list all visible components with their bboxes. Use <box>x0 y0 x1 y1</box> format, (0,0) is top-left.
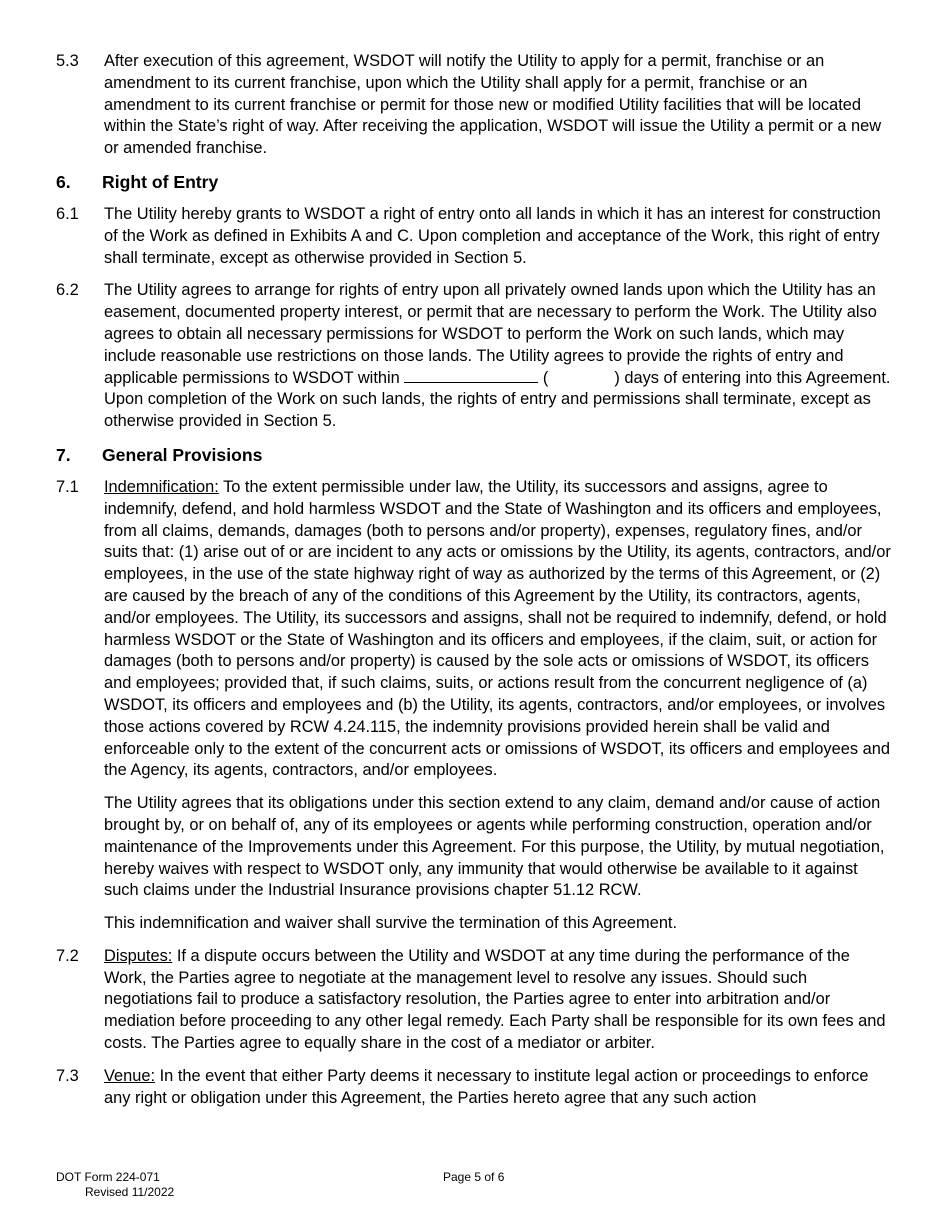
section-7-1-para-3: This indemnification and waiver shall survive the termination of this Agreement. <box>104 914 678 933</box>
section-7-1 <box>56 477 896 782</box>
revision-date: Revised 11/2022 <box>85 1185 175 1199</box>
section-text: If a dispute occurs between the Utility and WSDOT at any time during the performance of the Work, the Parties agree to negotiate at the management level to resolve any issues. Should such negotiations fail to produce a satisfactory resolution, the Parties agree to enter into arbitration and/or mediation before proceeding to any other legal remedy. Each Party shall be responsible for its own fees and costs. The Parties agree to equally share in the cost of a mediator or arbiter. <box>104 946 886 1053</box>
section-5-3 <box>56 51 896 160</box>
document-body <box>56 51 896 1120</box>
section-7-2 <box>56 946 896 1055</box>
section-text-b: ) days of entering into this Agreement. Upon completion of the Work on such lands, the rights of entry and permissions shall terminate, except as otherwise provided in Section 5. <box>104 368 891 431</box>
section-number: 5.3 <box>56 52 79 70</box>
section-label: Indemnification: <box>104 477 219 496</box>
section-7-1-para-2: The Utility agrees that its obligations under this section extend to any claim, demand and/or cause of action brought by, or on behalf of, any of its employees or agents while performing construction, operation and/or maintenance of the Improvements under this Agreement. For this purpose, the Utility, by mutual negotiation, hereby waives with respect to WSDOT only, any immunity that would otherwise be available to it against such claims under the Industrial Insurance provisions chapter 51.12 RCW. <box>104 794 885 900</box>
days-written-blank[interactable] <box>404 368 538 383</box>
section-7-heading <box>56 444 896 466</box>
heading-number: 6. <box>56 171 71 192</box>
section-number: 7.1 <box>56 477 79 496</box>
section-label: Disputes: <box>104 946 173 965</box>
page-number: Page 5 of 6 <box>443 1170 505 1184</box>
section-6-heading <box>56 171 896 193</box>
heading-number: 7. <box>56 444 71 465</box>
form-number: DOT Form 224-071 <box>56 1170 160 1184</box>
heading-title: General Provisions <box>102 444 263 465</box>
section-7-3 <box>56 1066 896 1110</box>
section-text: After execution of this agreement, WSDOT will notify the Utility to apply for a permit, franchise or an amendment to its current franchise, upon which the Utility shall apply for a permit, franchise or an amendment to its current franchise or permit for those new or modified Utility facilities that will be located within the State’s right of way. After receiving the application, WSDOT will issue the Utility a permit or a new or amended franchise. <box>104 52 882 158</box>
section-text: To the extent permissible under law, the Utility, its successors and assigns, agree to indemnify, defend, and hold harmless WSDOT and the State of Washington and its officers and employees, from all claims, demands, damages (both to persons and/or property), expenses, regulatory fines, and/or suits that: (1) arise out of or are incident to any acts or omissions by the Utility, its agents, contractors, and/or employees, in the use of the state highway right of way as authorized by the terms of this Agreement, or (2) are caused by the breach of any of the conditions of this Agreement by the Utility, its contractors, agents, and/or employees. The Utility, its successors and assigns, shall not be required to indemnify, defend, or hold harmless WSDOT or the State of Washington and its officers and employees, if the claim, suit, or action for damages (both to persons and/or property) is caused by the sole acts or omissions of WSDOT, its officers and employees; provided that, if such claims, suits, or actions result from the concurrent negligence of (a) WSDOT, its officers and employees and (b) the Utility, its agents, contractors, and/or employees, or involves those actions covered by RCW 4.24.115, the indemnity provisions provided herein shall be valid and enforceable only to the extent of the concurrent acts or omissions of WSDOT, its officers and employees and the Agency, its agents, contractors, and/or employees. <box>104 477 891 780</box>
section-label: Venue: <box>104 1066 156 1085</box>
section-6-2 <box>56 280 896 433</box>
section-number: 7.3 <box>56 1066 79 1085</box>
section-number: 6.2 <box>56 281 79 300</box>
heading-title: Right of Entry <box>102 171 219 192</box>
section-number: 7.2 <box>56 946 79 965</box>
section-text: In the event that either Party deems it necessary to institute legal action or proceedings to enforce any right or obligation under this Agreement, the Parties hereto agree that any such action <box>104 1066 869 1107</box>
section-6-1 <box>56 204 896 269</box>
section-text: The Utility hereby grants to WSDOT a right of entry onto all lands in which it has an interest for construction of the Work as defined in Exhibits A and C. Upon completion and acceptance of the Work, this right of entry shall terminate, except as otherwise provided in Section 5. <box>104 204 881 267</box>
section-number: 6.1 <box>56 204 79 223</box>
paren-open: ( <box>542 368 549 387</box>
section-text-a: The Utility agrees to arrange for rights of entry upon all privately owned lands upon which the Utility has an easement, documented property interest, or permit that are necessary to perform the Work. The Utility also agrees to obtain all necessary permissions for WSDOT to perform the Work on such lands, which may include reasonable use restrictions on those lands. The Utility agrees to provide the rights of entry and applicable permissions to WSDOT within <box>104 281 877 387</box>
